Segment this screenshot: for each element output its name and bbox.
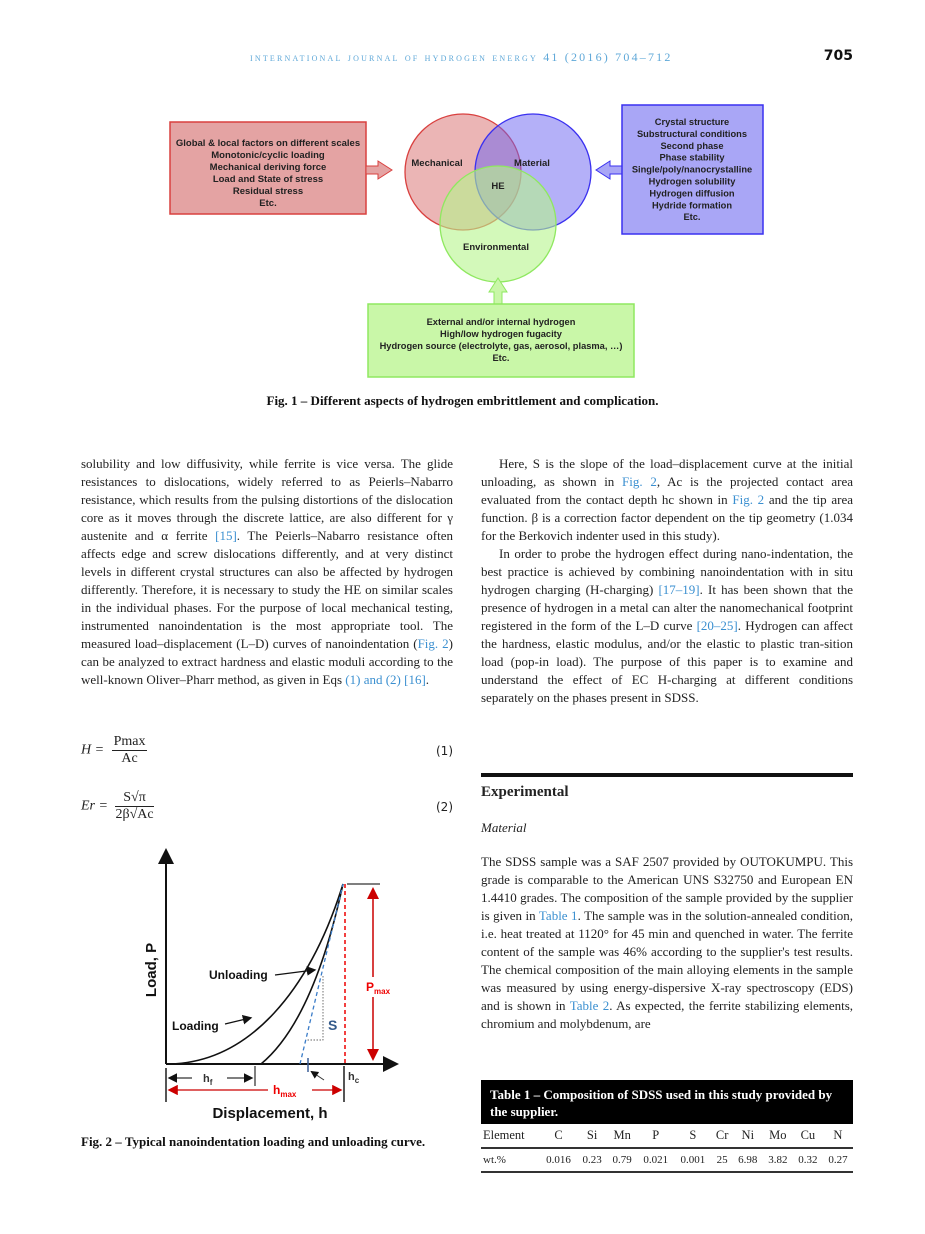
he-label: HE [491,181,505,192]
left-column-text [81,455,453,689]
hmax-label: $h_{max}$ [273,1083,297,1099]
table-1-title: Table 1 – Composition of SDSS used in this study provided by the supplier. [481,1080,853,1124]
table-cell: 0.021 [637,1148,674,1172]
figure-2-caption: Fig. 2 – Typical nanoindentation loading and unloading curve. [81,1134,426,1149]
table-cell: 6.98 [733,1148,763,1172]
hc-label: $h_c$ [348,1071,360,1085]
reference-link[interactable]: [15] [215,528,237,543]
reference-link[interactable]: Fig. 2 [417,636,449,651]
box-line: Etc. [683,212,701,223]
box-line: Global & local factors on different scales [175,138,361,149]
mechanical-box [170,122,366,214]
text-span: . Hydrogen can affect the hardness, elastic modulus, and/or the elastic to plastic tran-sition load (pop-in load). The purpose of this paper is to examine and understand the effect of EC H-charging at different conditions separately on the phases present in SDSS. [481,618,853,705]
column-header: Ni [733,1124,763,1148]
box-line: Hydride formation [651,200,733,211]
box-line: Hydrogen source (electrolyte, gas, aerosol, plasma, …) [379,341,623,351]
box-line: Hydrogen solubility [648,176,736,187]
box-line: High/low hydrogen fugacity [440,329,562,339]
x-axis-label: Displacement, h [212,1105,328,1122]
column-header: Mn [607,1124,637,1148]
box-line: Residual stress [232,186,304,197]
unloading-curve [261,884,343,1064]
box-line: Single/poly/nanocrystalline [631,164,753,175]
right-column-text [481,455,853,707]
slope-s-label: S [328,1017,338,1033]
box-line: External and/or internal hydrogen [426,317,576,327]
box-line: Mechanical deriving force [209,162,327,173]
box-line: Crystal structure [654,117,730,127]
column-header: Element [481,1124,540,1148]
mechanical-label: Mechanical [411,158,463,169]
table-cell: 0.001 [674,1148,711,1172]
text-span: Here, S is the slope of the load–displacement curve at the initial unloading, as shown in [481,456,853,489]
text-span: . It has been shown that the presence of hydrogen in a metal can alter the nanomechanical footprint registered in the form of the L–D curve [481,582,854,633]
eq2-lhs: Er = [81,798,108,814]
reference-link[interactable]: Table 2 [569,998,610,1013]
eq1-numerator: Pmax [113,734,146,749]
figure-2 [140,840,410,1130]
text-span: . As expected, the ferrite stabilizing elements, chromium and molybdenum, are [481,998,854,1031]
box-line: Hydrogen diffusion [649,188,735,199]
column-header: S [674,1124,711,1148]
eq1-lhs: H = [81,742,105,758]
table-cell: 0.32 [793,1148,823,1172]
slope-triangle [307,976,323,1040]
box-line: Load and State of stress [212,174,324,185]
eq1-denominator: Ac [121,751,138,766]
hf-label: $h_f$ [203,1073,213,1087]
table-cell: 0.23 [577,1148,607,1172]
reference-link[interactable]: [20–25] [696,618,738,633]
text-span: and the tip area function. β is a correction factor dependent on the tip geometry (1.034 for the Berkovich indenter used in this study). [481,492,854,543]
paragraph [481,455,853,545]
reference-link[interactable]: [17–19] [658,582,700,597]
environment-box [368,304,634,377]
paragraph [481,853,853,1033]
arrow-left-icon [596,161,622,179]
box-line: Second phase [660,140,724,151]
column-header: C [540,1124,577,1148]
material-label: Material [514,158,550,169]
column-header: Cu [793,1124,823,1148]
reference-link[interactable]: (1) and (2) [16] [345,672,426,687]
figure-1 [160,100,780,390]
text-span: ) can be analyzed to extract hardness and elastic moduli according to the well-known Oliver–Pharr method, as given in Eqs [81,636,454,687]
journal-header: international journal of hydrogen energy 41 (2016) 704–712 [250,50,673,64]
column-header: P [637,1124,674,1148]
reference-link[interactable]: Table 1 [538,908,578,923]
column-header: Mo [763,1124,793,1148]
section-heading: Experimental [481,773,853,801]
box-line: Phase stability [659,152,725,163]
loading-label: Loading [172,1019,219,1033]
reference-link[interactable]: Fig. 2 [732,492,765,507]
text-span: The SDSS sample was a SAF 2507 provided by OUTOKUMPU. This grade is comparable to the American UNS S32750 and European EN 1.4410 grades. The composition of the sample provided by the supplier is given in [481,854,853,923]
column-header: Cr [711,1124,732,1148]
paragraph [81,455,453,689]
figure-1-caption: Fig. 1 – Different aspects of hydrogen embrittlement and complication. [266,393,659,408]
slope-line [300,884,343,1064]
material-box [622,105,763,234]
table-cell: 0.27 [823,1148,853,1172]
subsection-heading: Material [481,820,527,835]
column-header: Si [577,1124,607,1148]
unloading-label: Unloading [209,968,268,982]
text-span: . The Peierls–Nabarro resistance often affects edge and screw dislocations differently, and at very distinct levels in different crystal structures can also be affected by hydrogen differently. Therefore, it is necessary to study the HE on similar scales in the individual phases. For the purpose of local mechanical testing, instrumented nanoindentation is the most appropriate tool. The measured load–displacement (L–D) curves of nanoindentation ( [81,528,453,651]
arrow-right-icon [366,161,392,179]
text-span: . [425,672,430,687]
table-cell: 3.82 [763,1148,793,1172]
box-line: Substructural conditions [636,128,748,139]
eq2-number: (2) [436,800,453,814]
table-cell: 0.016 [540,1148,577,1172]
table-cell: 0.79 [607,1148,637,1172]
equation-2 [81,790,453,823]
material-text [481,853,853,1033]
table-1 [481,1080,853,1173]
text-span: solubility and low diffusivity, while ferrite is vice versa. The glide resistances to dislocations, widely referred to as Peierls–Nabarro resistance, which results from the pulsing distortions of the dislocation core as it moves through the discrete lattice, are also different for γ austenite and α ferrite [81,456,453,543]
equation-1 [81,734,453,767]
eq2-denominator: 2β√Ac [115,807,154,822]
y-axis-label: Load, P [143,942,160,998]
box-line: Etc. [259,198,277,209]
text-span: , Ac is the projected contact area evaluated from the contact depth hc shown in [481,474,854,507]
table-cell: wt.% [481,1148,540,1172]
box-line: Etc. [492,353,510,363]
eq1-number: (1) [436,744,453,758]
text-span: In order to probe the hydrogen effect during nano-indentation, the best practice is achieved by combining nanoindentation with in situ hydrogen charging (H-charging) [481,546,853,597]
text-span: . The sample was in the solution-annealed condition, i.e. heat treated at 1120° for 45 min and quenched in water. The ferrite content of the sample was 46% according to the supplier's test results. The chemical composition of the main alloying elements in the sample was measured by using energy-dispersive X-ray spectroscopy (EDS) and is shown in [481,908,853,1013]
table-cell: 25 [711,1148,732,1172]
table-header-row [481,1124,853,1148]
table-row [481,1148,853,1172]
reference-link[interactable]: Fig. 2 [622,474,657,489]
box-line: Monotonic/cyclic loading [211,150,325,161]
pmax-label: $P_{max}$ [366,980,391,996]
eq2-numerator: S√π [115,790,153,807]
environmental-label: Environmental [463,242,529,253]
column-header: N [823,1124,853,1148]
page-number: 705 [823,48,853,64]
paragraph [481,545,853,707]
